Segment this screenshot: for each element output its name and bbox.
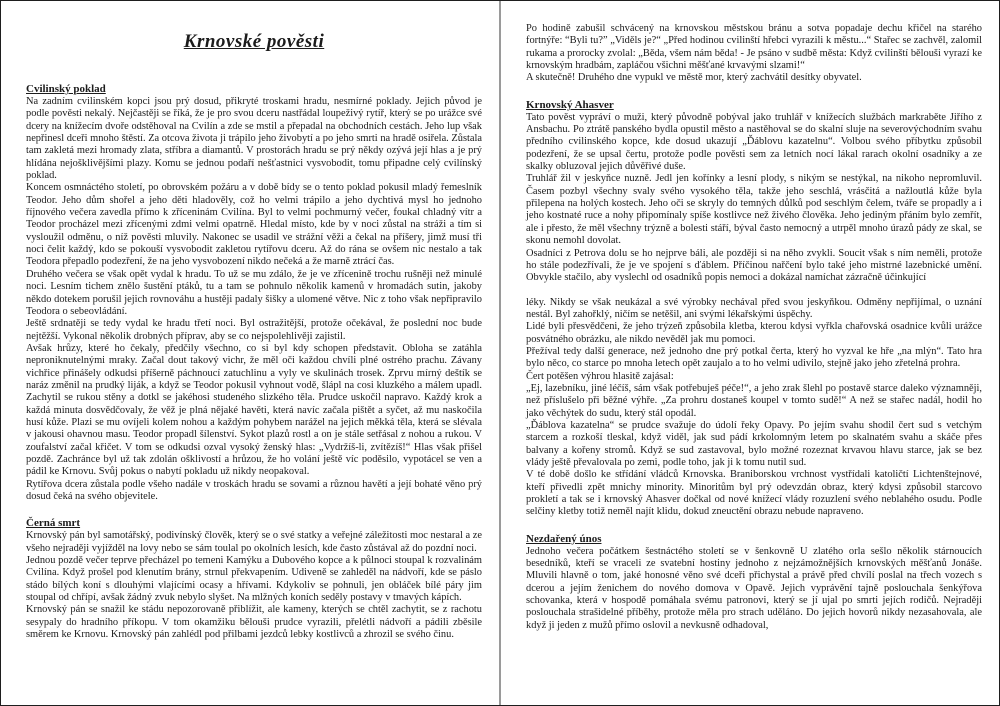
paragraph: léky. Nikdy se však neukázal a své výrobky nechával před svou jeskyňkou. Odměny nepřijímal, o uznání nestál. Byl zahořklý, ničím se netěšil, ani svými lékařskými úspěchy. [526,296,982,320]
paragraph: Čert potěšen výhrou hlasitě zajásal: [526,370,674,382]
paragraph: Jednoho večera počátkem šestnáctého století se v šenkovně U zlatého orla sešlo několik stárnoucích besedníků, kteří se vraceli ze svatební hostiny jednoho z nejzámožnějších krnovských měšťanů Jonáše. Mluvili hlavně o tom, jaké honosné věno své dceři přichystal a právě před chvílí poslal na třech vozech s dcerou a jejím ženichem do nového domova v Opavě. Jejich vyprávění tajně poslouchala šenkýřova schovanka, která v hospodě pomáhala svému patronovi, který se jí ujal po smrti jejích rodičů. Nejraději poslouchala strašidelné příběhy, protože měla pro strach uděláno. Do jejich hovorů nikdy nezasahovala, ale když ji jeden z mužů přímo oslovil a nevkusně odhadoval, [526,545,982,631]
paragraph: „Ej, lazebníku, jiné léčíš, sám však potřebuješ péče!“, a jeho zrak šlehl po postavě starce daleko významněji, než příslušelo při běžné výhře. „Za prohru dostaneš koupel v tomto sudě!“ A než se stařec nadál, hodil ho jako věchýtek do sudu, který stál opodál. [526,382,982,419]
page-left [1,1,500,705]
paragraph: Avšak hrůzy, které ho čekaly, předčily všechno, co si byl kdy schopen představit. Obloha se zatáhla neproniknutelnými mraky. Začal dout takový vichr, že měl oči každou chvíli plné ostrého prachu. Závany vichřice přinášely odkudsi příšerně páchnoucí zatuchlinu a vyly ve skulinách trosek. Zprvu mírný deštík se naráz změnil na prudký liják, a když se Teodor pokusil vyhnout vodě, šlápl na cosi kluzkého a málem upadl. Zachytil se rukou stěny a dotkl se jakéhosi studeného slizkého těla. Prudce uskočil napravo. Každý krok a každá minuta dosvědčovaly, že věž je plná nějaké havěti, která navíc začala pištět a syčet, až mu naskočila husí kůže. Plazi se mu ovíjeli kolem nohou a každým pohybem narážel na jejich měkká těla, která se slévala v jakousi ohavnou masu. Teodor propadl šílenství. Sykot plazů rostl a on je stále setřásal z nohou a rukou. V zoufalství začal křičet. V tom se odkudsi ozval vysoký ženský hlas: „Vydržíš-li, zvítězíš!“ Hlas však přišel pozdě. Zachránce byl už tak zdolán ošklivostí a hrůzou, že ho volání ještě víc poděsilo, vypotácel se ven a pádil ke Krnovu. Svůj pokus o nabytí pokladu už nikdy neopakoval. [26,342,482,478]
paragraph: Druhého večera se však opět vydal k hradu. To už se mu zdálo, že je ve zřícenině trochu rušněji než minulé noci. Lesním tichem znělo šustění ptáků, tu a tam se pohnulo několik kamenů v hromadách sutin, jakoby někdo dotekem porušil jejich rovnováhu a hustěji padaly šišky a ulomené větve. Nic z toho však nepřipravilo Teodora o sebeovládání. [26,268,482,317]
paragraph: Truhlář žil v jeskyňce nuzně. Jedl jen kořínky a lesní plody, s nikým se nestýkal, na nikoho nepromluvil. Časem pozbyl všechny svaly svého vysokého těla, takže jeho seschlá, vrásčitá a nažloutlá kůže byla přilepena na holých kostech. Jeho oči se skryly do temných důlků pod seschlým čelem, tváře se propadly a i jeho kostnaté ruce a nohy připomínaly spíše kostlivce než živého člověka. Jeho jediným přáním bylo zemřít, ale i přesto, že měl všechny trýzně a bolesti stáří, býval často nemocný a utrpěl mnoho úrazů pády ze skal, se skonu nemohl dovolat. [526,173,982,247]
paragraph: Krnovský pán se snažil ke stádu nepozorovaně přiblížit, ale kameny, kterých se chtěl zachytit, se z rachotu sesypaly do hradního příkopu. V tom okamžiku bělouši prudce vyrazili, přelétli nádvoří a pádili zběsile směrem ke Krnovu. Krnovský pán zahlédl pod přilbami jezdců lebky kostlivců a zhrozil se svého činu. [26,604,482,641]
paragraph: Na zadním cvilinském kopci jsou prý dosud, přikryté troskami hradu, nesmírné poklady. Jejich původ je podle pověsti nekalý. Nejčastěji se říká, že je pro svou dceru nastřádal loupeživý rytíř, který se po urážce své dcery na knížecím dvoře odstěhoval na Cvilín a zde se mstil a přepadal na obchodních cestách. Jeho lup však nepřinesl dceři mnoho štěstí. Za otcova života ji trápilo jeho živobytí a po jeho smrti na hradě osiřela. Zůstala tam zakletá mezi hromady zlata, stříbra a diamantů. V prostorách hradu se prý někdy ozývá její hlas a je prý hlídána nejošklivějšími plazy. Komu se jednou podaří nešťastnici vysvobodit, tomu připadne celý cvilínský poklad. [26,96,482,182]
paragraph: Po hodině zabušil schvácený na krnovskou městskou bránu a sotva popadaje dechu křičel na starého fortnýře: “Byli tu?” „Viděls je?“ „Před hodinou cvilinští hřebci vyrazili k městu...“ Stařec se zachvěl, zalomil rukama a prorocky zvolal: „Běda, všem nám běda! - Je psáno v sudbě města: Když cvilinští bělouši vyrazí ke krnovským hradbám, zapláčou všichni měšťané krvavými slzami!“ [526,23,982,72]
section-heading: Krnovský Ahasver [526,98,614,111]
paragraph: Koncem osmnáctého století, po obrovském požáru a v době bídy se o tento poklad pokusil mladý řemeslník Teodor. Jeho dům shořel a jeho děti hladověly, což ho velmi trápilo a jeho dychtivá mysl ho jednoho říjnového večera zavedla přímo k zříceninám Cvilína. Byl to velmi pochmurný večer, foukal chladný vítr a Teodor procházel mezi zřícenými zdmi velmi opatrně. Hledal místo, kde by v noci zůstal na stráži a tím si vysloužil odměnu, o níž pověsti mluvily. Nakonec se usadil ve strážní věži a čekal na příšery, jimž musí tři noci čelit každý, kdo se pokouší vysvobodit zakletou rytířovu dceru. Až do rána se ovšem nic nestalo a tak Teodora přepadlo podezření, že na jeho vysvobození nikdo nečeká a že marně ztrácí čas. [26,182,482,268]
paragraph: Lidé byli přesvědčeni, že jeho trýzeň způsobila kletba, kterou kdysi vyřkla chařovská osadnice kvůli urážce posvátného obrázku, ale nikdo nevěděl jak mu pomoci. [526,321,982,345]
document-title: Krnovské pověsti [183,31,325,52]
paragraph: Rytířova dcera zůstala podle všeho nadále v troskách hradu se sovami a různou havětí a její bohaté věno prý dosud čeká na svého objevitele. [26,478,482,502]
paragraph: V té době došlo ke střídání vládců Krnovska. Braniborskou vrchnost vystřídali katoličtí Lichtenštejnové, kteří přivedli zpět mnichy minority. Minoritům byl prý odevzdán obraz, který kdysi způsobil starcovo prokletí a tak se i krnovský Ahasver dočkal od nové knížecí vlády rozuzlení svého neblahého osudu. Podle selčiny kletby totiž neměl najít klidu, dokud zneuctění obrazu nebude napraveno. [526,469,982,518]
paragraph: Ještě srdnatěji se tedy vydal ke hradu třetí noci. Byl ostražitější, protože očekával, že poslední noc bude nejtěžší. Vykonal několik drobných příprav, aby se co nejspolehlivěji zajistil. [26,318,482,342]
paragraph: Přežíval tedy další generace, než jednoho dne prý potkal čerta, který ho vyzval ke hře „na mlýn“. Tato hra bylo něco, co starce po mnoha letech opět zaujalo a to ho velmi udivilo, stejně jako jeho zřetelná prohra. [526,345,982,370]
page-right [500,1,999,705]
section-heading: Cvilinský poklad [26,83,106,95]
paragraph: A skutečně! Druhého dne vypukl ve městě mor, který zachvátil desítky obyvatel. [526,72,862,84]
paragraph: Krnovský pán byl samotářský, podivínský člověk, který se o své statky a veřejné záležitosti moc nestaral a ze všeho nejraději vyjížděl na lovy nebo se sám toulal po okolních lesích, kde často zůstával až do pozdní noci. [26,530,482,554]
paragraph: Jednou pozdě večer teprve přecházel po temeni Kamýku a Dubového kopce a k půlnoci stoupal k rozvalinám Cvilína. Když prošel pod klenutím brány, strnul překvapením. Udiveně se zahleděl na nádvoří, kde se páslo stádo bílých koní s dlouhými vlajícími ocasy a hřívami. Kdykoliv se pohnuli, jen obláček bílé páry jim stoupal od chřípí, avšak žádný zvuk nebylo slyšet. Na mlžných koních seděly postavy v tmavých kápích. [26,555,482,604]
section-heading: Černá smrt [26,517,81,530]
paragraph: Tato pověst vypráví o muži, který původně pobýval jako truhlář v knížecích službách markraběte Jiřího z Ansbachu. Po ztrátě panského bydla opustil město a nastěhoval se do skalní sluje na severovýchodním svahu předního cvilinského kopce, kde dosud ukazují „Ďáblovu kazatelnu“. Volbou svého příbytku způsobil podezření, že se upsal čertu, protože podle pověsti sem za letních nocí lákal rarach okolní osadníky a ze skalky obluzoval jejich důvěřivé duše. [526,111,982,173]
paragraph: „Ďáblova kazatelna“ se prudce svažuje do údolí řeky Opavy. Po jejím svahu shodil čert sud s vetchým starcem a rozkoší tleskal, když viděl, jak sud pádí krkolomným letem po skalnatém svahu a skáče přes balvany a kořeny stromů. Když se sud zastavoval, bylo možné rozeznat krvavou hlavu starce, jak se bez vlády ještě převalovala po zemi, podle toho, jak ji k tomu nutil sud. [526,419,982,468]
section-heading: Nezdařený únos [526,532,602,545]
paragraph: Osadníci z Petrova dolu se ho nejprve báli, ale později si na něho zvykli. Soucit však s ním neměli, protože ho stále podezřívali, že je ve spojení s ďáblem. Příčinou nařčení bylo také jeho mistrné lazebnické umění. Obvykle stačilo, aby vyslechl od osadníků popis nemoci a dokázal namíchat zázračně účinkující [526,247,982,284]
